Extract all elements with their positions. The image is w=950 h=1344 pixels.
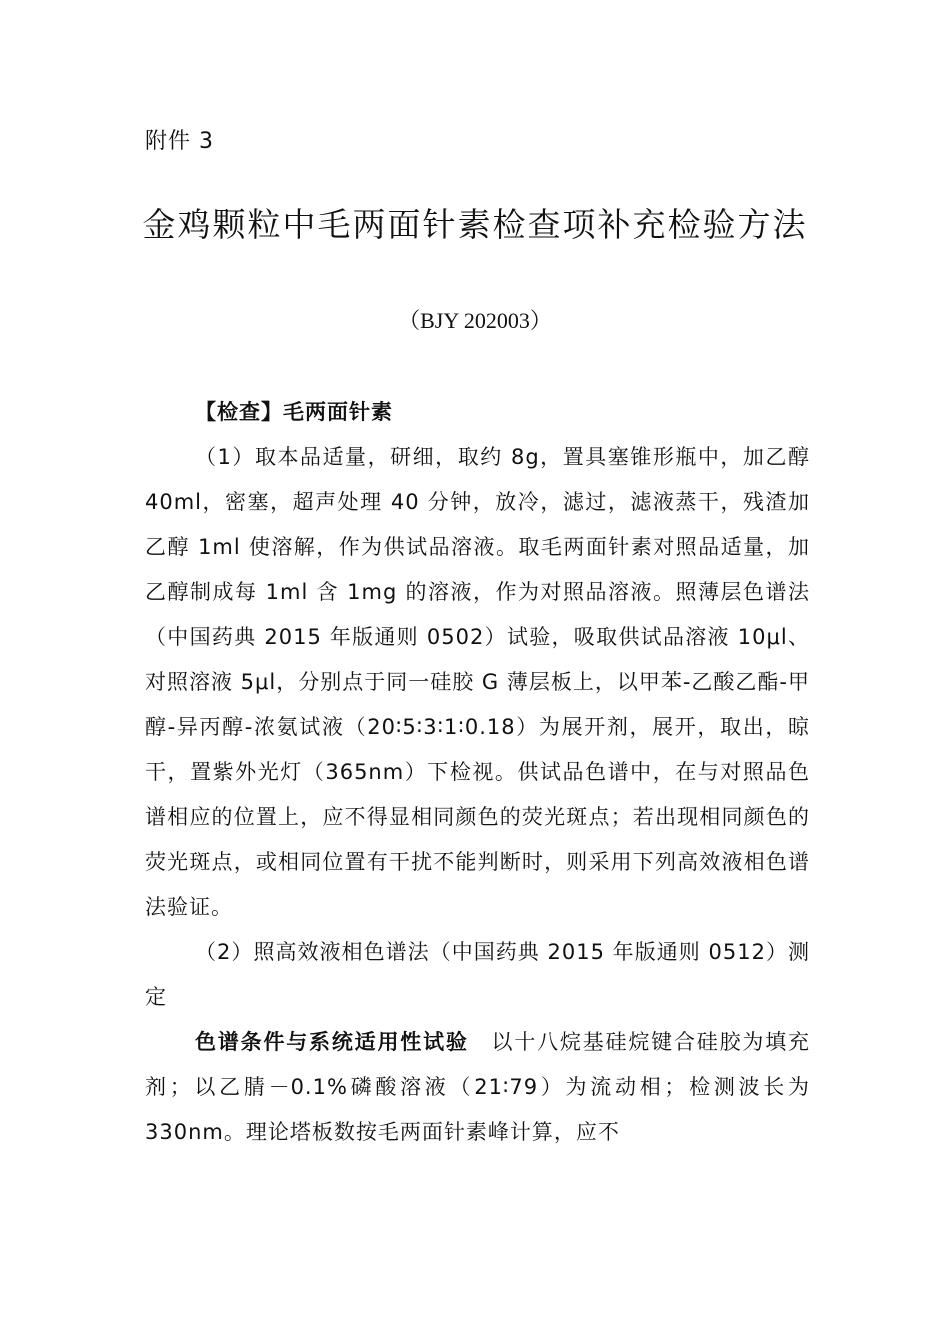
annex-label: 附件 3 bbox=[145, 129, 214, 154]
paragraph-3-text: 以十八烷基硅烷键合硅胶为填充剂；以乙腈－0.1%磷酸溶液（21∶79）为流动相；检测波长为 330nm。理论塔板数按毛两面针素峰计算，应不 bbox=[145, 1030, 811, 1144]
paragraph-1: （1）取本品适量，研细，取约 8g，置具塞锥形瓶中，加乙醇 40ml，密塞，超声处理 40 分钟，放冷，滤过，滤液蒸干，残渣加乙醇 1ml 使溶解，作为供试品溶液。取毛两面针素对照品适量，加乙醇制成每 1ml 含 1mg 的溶液，作为对照品溶液。照薄层色谱法（中国药典 2015 年版通则 0502）试验，吸取供试品溶液 10μl、对照溶液 5μl，分别点于同一硅胶 G 薄层板上，以甲苯-乙酸乙酯-甲醇-异丙醇-浓氨试液（20∶5∶3∶1∶0.18）为展开剂，展开，取出，晾干，置紫外光灯（365nm）下检视。供试品色谱中，在与对照品色谱相应的位置上，应不得显相同颜色的荧光斑点；若出现相同颜色的荧光斑点，或相同位置有干扰不能判断时，则采用下列高效液相色谱法验证。 bbox=[145, 445, 811, 919]
paragraph-3-label: 色谱条件与系统适用性试验 bbox=[195, 1030, 469, 1054]
section-heading: 【检查】毛两面针素 bbox=[195, 400, 393, 424]
paragraph-2: （2）照高效液相色谱法（中国药典 2015 年版通则 0512）测定 bbox=[145, 940, 810, 1009]
document-title: 金鸡颗粒中毛两面针素检查项补充检验方法 bbox=[142, 205, 808, 244]
document-code: （BJY 202003） bbox=[398, 308, 552, 333]
paragraph-3 bbox=[145, 1020, 810, 1155]
document-body bbox=[145, 390, 810, 1155]
